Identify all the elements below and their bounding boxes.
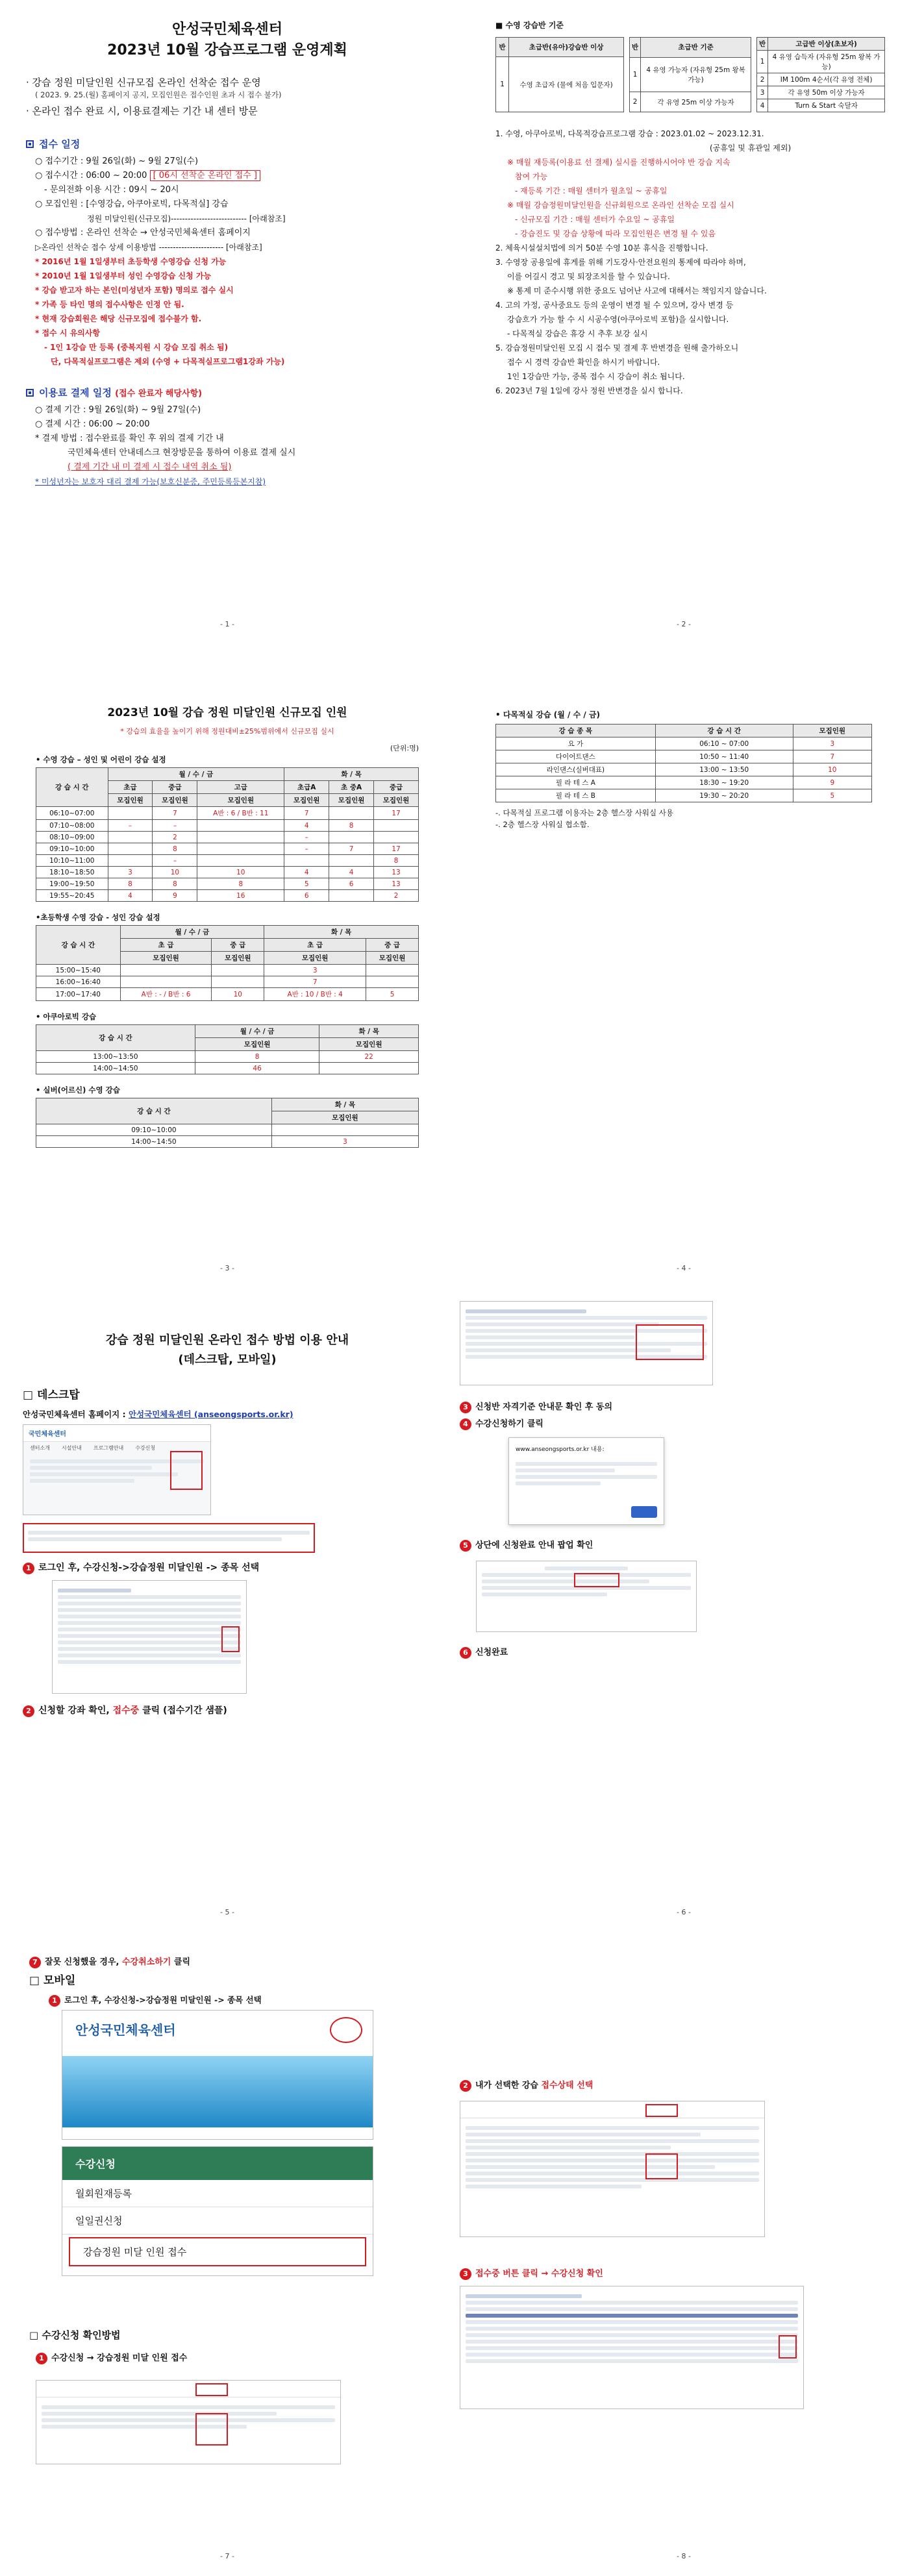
count-cell [329,855,374,867]
count-cell: 17 [374,807,419,820]
rule-1: * 2016년 1월 1일생부터 초등학생 수영강습 신청 가능 [35,257,227,266]
table-row [36,820,419,832]
desktop-heading: □ 데스크탑 [23,1389,80,1402]
page-number: - 1 - [220,620,234,628]
time-cell: 19:00~19:50 [36,878,108,890]
count-cell: A반 : 6 / B반 : 11 [197,807,284,820]
recruit-line: ○ 모집인원 : [수영강습, 아쿠아로빅, 다목적실] 강습 [35,199,229,209]
register-list-screenshot [460,2286,804,2409]
hamburger-icon[interactable] [330,2017,362,2043]
section-payment: 이용료 결제 일정 (접수 완료자 해당사항) [26,386,429,399]
kids-table: 강 습 시 간 월 / 수 / 금 화 / 목 초 급 중 급 초 급 중 급 모집인원 모집인원 모집인원 모집인원 15:00~15:40 3 16:00~16:40 7 17:00~17:40 A반 : - / B반 : 6 10 A반 : 10 / B반 : 4 5 [36,925,419,1001]
count-cell: 5 [793,789,871,802]
count-cell: 7 [329,843,374,855]
step-3-check: 3 접수중 버튼 클릭 → 수강신청 확인 [460,2266,603,2280]
silver-table: 강 습 시 간 화 / 목 모집인원 09:10~10:00 14:00~14:50 3 [36,1098,419,1148]
highlight-box [574,1573,619,1587]
count-cell [120,965,212,976]
plan-title: 2023년 10월 강습프로그램 운영계획 [107,42,347,58]
page-4 [456,644,911,1287]
note-11b: 접수 시 경력 강습반 확인을 하시기 바랍니다. [507,358,660,367]
table-row [36,843,419,855]
count-cell [329,832,374,843]
count-cell [271,1124,418,1136]
step-4: 4 수강신청하기 클릭 [460,1417,543,1430]
time-cell: 15:00~15:40 [36,965,121,976]
note-1: 1. 수영, 아쿠아로빅, 다목적강습프로그램 강습 : 2023.01.02 ~ 2023.12.31. [495,129,764,138]
aqua-section: • 아쿠아로빅 강습 [36,1012,97,1021]
count-cell: 13 [374,867,419,878]
count-cell: 3 [264,965,366,976]
count-cell: 8 [153,843,197,855]
note-4: ※ 매월 강습정원미달인원을 신규회원으로 온라인 선착순 모집 실시 [507,201,734,210]
count-cell [197,843,284,855]
multi-room-table: 강 습 종 목 강 습 시 간 모집인원 요 가 06:10 ~ 07:00 3 다이어트댄스 10:50 ~ 11:40 7 라인댄스(실버대표) 13:00 ~ 13:50 10 필 라 테 스 A 18:30 ~ 19:20 9 필 라 테 스 B 19:30 ~ 20:20 5 [495,724,872,802]
time-cell: 라인댄스(실버대표) [496,763,656,776]
count-cell [329,890,374,902]
homepage-line: 안성국민체육센터 홈페이지 : 안성국민체육센터 (anseongsports.or.kr) [23,1409,293,1419]
count-cell: 16 [197,890,284,902]
status-screenshot [460,2101,765,2237]
bullet-payment: · 온라인 접수 완료 시, 이용료결제는 기간 내 센터 방문 [26,105,258,117]
note-5: - 신규모집 기간 : 매월 센터가 수요일 ~ 공휴일 [515,215,675,224]
guide-subtitle: (데스크탑, 모바일) [178,1353,277,1367]
count-cell: 2 [153,832,197,843]
count-cell: 10 [212,988,264,1001]
notice-note: ( 2023. 9. 25.(월) 홈페이지 공지, 모집인원은 접수인원 초과 시 접수 불가) [35,90,282,99]
pay-minor-note: * 미성년자는 보호자 대리 결제 가능(보호신분증, 주민등록등본지참) [35,477,266,486]
note-2b: 참여 가능 [515,172,548,181]
count-cell [374,820,419,832]
count-cell: 8 [329,820,374,832]
page-number: - 3 - [220,1264,234,1272]
highlight-box [221,1626,240,1652]
note-7: 2. 체육시설설치법에 의거 50분 수영 10분 휴식을 진행합니다. [495,243,708,253]
note-10: 4. 고의 가정, 공사중요도 등의 운영이 변경 될 수 있으며, 강사 변경 등 [495,301,734,310]
complete-screenshot [476,1561,697,1632]
rule-2: * 2010년 1월 1일생부터 성인 수영강습 신청 가능 [35,271,212,280]
table-row [496,776,872,789]
pay-period: ○ 결제 기간 : 9월 26일(화) ~ 9월 27일(수) [35,405,201,415]
note-9: ※ 통제 미 준수시행 위한 중요도 넘어난 사고에 대해서는 책임지지 않습니다. [507,286,767,295]
highlight-box [195,2383,228,2396]
count-cell: 8 [108,878,153,890]
count-cell: 06:10 ~ 07:00 [655,737,793,750]
multi-room-section: • 다목적실 강습 (월 / 수 / 금) [495,710,600,719]
count-cell: 7 [284,807,329,820]
count-cell: 4 [284,867,329,878]
count-cell: 7 [793,750,871,763]
page-2 [456,0,911,643]
count-cell [329,807,374,820]
count-cell: 2 [374,890,419,902]
count-cell: 13:00 ~ 13:50 [655,763,793,776]
count-cell [108,843,153,855]
count-cell: 5 [366,988,419,1001]
table-row [36,1063,419,1074]
class-list-screenshot [52,1580,247,1694]
multi-note-2: -. 2층 헬스장 사워실 협소함. [495,820,590,829]
recruit-note: * 강습의 효율을 높이기 위해 정원대비±25%범위에서 신규모집 실시 [120,727,334,736]
table-row [36,965,419,976]
time-cell: 07:10~08:00 [36,820,108,832]
banner-image [62,2056,373,2127]
count-cell: 7 [264,976,366,988]
page-5 [0,1288,455,1931]
page-number: - 7 - [220,2552,234,2560]
count-cell: 9 [793,776,871,789]
method-line: ○ 접수방법 : 온라인 선착순 → 안성국민체육센터 홈페이지 [35,228,251,238]
highlight-box [645,2153,678,2179]
time-cell: 18:10~18:50 [36,867,108,878]
step-6: 6 신청완료 [460,1645,508,1659]
note-8b: 이를 어길시 경고 및 퇴장조치를 할 수 있습니다. [507,272,670,281]
step-1: 1 로그인 후, 수강신청->강습정원 미달인원 -> 종목 선택 [23,1561,259,1574]
mobile-heading: □ 모바일 [29,1974,76,1987]
mobile-menu-screenshot [62,2146,373,2276]
page-number: - 6 - [677,1908,691,1916]
check-heading: □ 수강신청 확인방법 [29,2329,121,2341]
count-cell [108,807,153,820]
count-cell [108,832,153,843]
count-cell [108,855,153,867]
count-cell: 18:30 ~ 19:20 [655,776,793,789]
count-cell: 10 [153,867,197,878]
time-cell: 09:10~10:00 [36,1124,272,1136]
popup-title: www.anseongsports.or.kr 내용: [516,1446,605,1453]
intermediate-table: 반 초급반 기준 1 4 유영 가능자 (자유형 25m 왕복 가능) 2 각 유영 25m 이상 가능자 [629,37,751,112]
count-cell: A반 : 10 / B반 : 4 [264,988,366,1001]
count-cell: 5 [284,878,329,890]
period-line: ○ 접수기간 : 9월 26일(화) ~ 9월 27일(수) [35,156,199,166]
kids-section: •초등학생 수영 강습 - 성인 강습 설정 [36,913,160,922]
page-number: - 4 - [677,1264,691,1272]
count-cell [374,832,419,843]
menu-program[interactable]: 프로그램안내 [93,1445,124,1451]
page-number: - 8 - [677,2552,691,2560]
rule-5: * 현재 강습회원은 해당 신규모집에 접수불가 함. [35,314,202,323]
pay-method-2: 국민체육센터 안내데스크 현장방문을 통하여 이용료 결제 실시 [68,448,296,458]
menu-register[interactable]: 수강신청 [135,1445,156,1451]
count-cell [284,855,329,867]
pay-time: ○ 결제 시간 : 06:00 ~ 20:00 [35,419,150,429]
mobile-menu-item[interactable]: 월회원재등록 [62,2180,373,2207]
note-8: 3. 수영장 공용일에 휴게를 위해 기도강사·안전요원의 통제에 따라야 하며, [495,258,746,267]
count-cell [212,965,264,976]
rule-6: * 접수 시 유의사항 [35,328,100,338]
highlight-box [779,2335,797,2359]
table-row [496,750,872,763]
class-level-tables [495,37,885,112]
detail-line: ▷온라인 선착순 접수 상세 이용방법 ----------------------- [아래참조] [35,243,262,252]
highlight-box [195,2413,228,2446]
mobile-step-1: 1 로그인 후, 수강신청->강습정원 미달인원 -> 종목 선택 [49,1994,262,2007]
count-cell: 9 [153,890,197,902]
time-cell: 필 라 테 스 B [496,789,656,802]
note-10c: - 다목적실 강습은 휴강 시 추후 보강 실시 [507,329,648,338]
step-2-status: 2 내가 선택한 강습 접수상태 선택 [460,2078,593,2092]
count-cell: 8 [374,855,419,867]
count-cell: 13 [374,878,419,890]
mobile-logo: 안성국민체육센터 [75,2022,176,2038]
highlight-box [636,1324,704,1360]
count-cell [212,976,264,988]
rule-3: * 강습 받고자 하는 본인(미성년자 포함) 명의로 접수 실시 [35,286,234,295]
page-7 [0,1932,455,2575]
count-cell: 10 [197,867,284,878]
note-6: - 강습진도 및 강습 상황에 따라 모집인원은 변경 될 수 있음 [515,229,716,238]
count-cell [197,855,284,867]
time-cell: 요 가 [496,737,656,750]
count-cell: 17 [374,843,419,855]
table-row [496,789,872,802]
time-cell: 10:10~11:00 [36,855,108,867]
step-3: 3 신청반 자격기준 안내문 확인 후 동의 [460,1400,612,1413]
mobile-menu-item[interactable]: 일일권신청 [62,2207,373,2235]
table-row [496,763,872,776]
site-logo: 국민체육센터 [23,1425,210,1442]
time-cell: 16:00~16:40 [36,976,121,988]
recruit-line-2: 정원 미달인원(신규모집)--------------------------- [아래참조] [87,214,286,223]
count-cell [197,832,284,843]
mobile-menu-item-selected[interactable]: 강습정원 미달 인원 접수 [69,2237,366,2266]
page-6 [456,1288,911,1931]
note-11c: 1인 1강습만 가능, 중복 접수 시 강습이 취소 됩니다. [507,372,685,381]
highlight-box [170,1451,203,1490]
pay-cancel-note: ( 결제 기간 내 미 결제 시 접수 내역 취소 됨) [68,462,232,472]
page-1 [0,0,455,643]
count-cell: 22 [319,1051,419,1063]
pay-method: * 결제 방법 : 접수완료를 확인 후 위의 결제 기간 내 [35,434,224,443]
note-12: 6. 2023년 7월 1일에 강사 정원 반변경을 실시 합니다. [495,386,683,395]
table-row [36,976,419,988]
count-cell [197,820,284,832]
submenu-screenshot [23,1523,315,1553]
count-cell: 3 [108,867,153,878]
count-cell [319,1063,419,1074]
mobile-menu-title[interactable]: 수강신청 [62,2147,373,2180]
time-line: ○ 접수시간 : 06:00 ~ 20:00 [ 06시 선착순 온라인 접수 ] [35,169,429,183]
note-10b: 강습흐가 가능 할 수 시 시공수영(아쿠아로빅 포함)을 실시합니다. [507,315,729,324]
popup-screenshot [508,1437,664,1525]
table-row [36,832,419,843]
menu-facility[interactable]: 시설안내 [61,1445,82,1451]
count-cell: 6 [284,890,329,902]
count-cell: 8 [197,878,284,890]
count-cell: 46 [195,1063,319,1074]
count-cell: 6 [329,878,374,890]
section-schedule: 접수 일정 [26,137,429,151]
swim-section: • 수영 강습 – 성인 및 어린이 강습 설정 [36,755,166,764]
time-cell: 09:10~10:00 [36,843,108,855]
notes-list [495,127,885,398]
count-cell: 10 [793,763,871,776]
note-11: 5. 강습정원미달인원 모집 시 접수 및 결제 후 반변경을 원해 출가하오니 [495,343,739,353]
count-cell: – [284,832,329,843]
count-cell: A반 : - / B반 : 6 [120,988,212,1001]
rule-7: - 1인 1강습 만 등록 (중복지원 시 강습 모집 취소 됨) [44,343,229,352]
table-row [36,867,419,878]
count-cell: 8 [195,1051,319,1063]
time-cell: 08:10~09:00 [36,832,108,843]
square-icon [26,140,34,148]
count-cell: 8 [153,878,197,890]
count-cell: – [153,820,197,832]
table-row [36,890,419,902]
time-cell: 다이어트댄스 [496,750,656,763]
phone-line: - 문의전화 이용 시간 : 09시 ~ 20시 [44,185,179,195]
page-number: - 2 - [677,620,691,628]
time-cell: 필 라 테 스 A [496,776,656,789]
count-cell: 10:50 ~ 11:40 [655,750,793,763]
count-cell: 4 [329,867,374,878]
rule-8: 단, 다목적실프로그램은 제외 (수영 + 다목적실프로그램1강좌 가능) [51,357,285,366]
popup-ok-button[interactable] [631,1506,657,1518]
count-cell: – [153,855,197,867]
beginner-table: 반 초급반(유아)강습반 이상 1 수영 초급자 (물에 처음 입문자) [495,37,624,112]
check-step-1: 1 수강신청 → 강습정원 미달 인원 접수 [36,2351,187,2364]
check-screenshot [36,2380,341,2464]
table-row [36,988,419,1001]
page-number: - 5 - [220,1908,234,1916]
advanced-table: 반 고급반 이상(초보자) 1 4 유영 습득자 (자유형 25m 왕복 가능) 2 IM 100m 4순서(각 유영 전체) 3 각 유영 50m 이상 가능자 4 Turn & Start 숙달자 [756,37,885,112]
square-icon [26,389,34,397]
time-cell: 13:00~13:50 [36,1051,195,1063]
mobile-header-screenshot [62,2010,373,2140]
time-cell: 19:55~20:45 [36,890,108,902]
count-cell: 3 [271,1136,418,1148]
table-row [496,737,872,750]
count-cell [366,965,419,976]
step-2: 2 신청할 강좌 확인, 접수중 클릭 (접수기간 샘플) [23,1703,227,1717]
table-row [36,878,419,890]
step-7: 7 잘못 신청했을 경우, 수강취소하기 클릭 [29,1955,190,1968]
table-row [36,807,419,820]
silver-section: • 실버(어르신) 수영 강습 [36,1085,120,1095]
highlight-box [645,2104,678,2117]
note-3: - 재등록 기간 : 매월 센터가 월초일 ~ 공휴일 [515,186,668,195]
count-cell: 19:30 ~ 20:20 [655,789,793,802]
homepage-link[interactable]: 안성국민체육센터 (anseongsports.or.kr) [128,1409,293,1419]
count-cell: – [108,820,153,832]
count-cell [366,976,419,988]
time-cell: 14:00~14:50 [36,1136,272,1148]
count-cell: 4 [284,820,329,832]
table-row [36,1136,419,1148]
time-cell: 14:00~14:50 [36,1063,195,1074]
table-row [36,1124,419,1136]
table-row [36,855,419,867]
menu-center[interactable]: 센터소개 [30,1445,50,1451]
page-8 [456,1932,911,2575]
time-cell: 17:00~17:40 [36,988,121,1001]
note-1b: (공휴일 및 휴관일 제외) [710,143,792,153]
page-3 [0,644,455,1287]
step-5: 5 상단에 신청완료 안내 팝업 확인 [460,1538,593,1552]
count-cell: 4 [108,890,153,902]
table-row [36,1051,419,1063]
homepage-screenshot [23,1424,211,1515]
bullet-online: · 강습 정원 미달인원 신규모집 온라인 선착순 접수 운영 [26,77,261,88]
aqua-table: 강 습 시 간 월 / 수 / 금 화 / 목 모집인원 모집인원 13:00~13:50 8 22 14:00~14:50 46 [36,1024,419,1074]
recruit-title: 2023년 10월 강습 정원 미달인원 신규모집 인원 [107,706,347,719]
agreement-screenshot [460,1301,713,1385]
time-cell: 06:10~07:00 [36,807,108,820]
count-cell: – [284,843,329,855]
multi-note-1: -. 다목적실 프로그램 이용자는 2층 헬스장 사워실 사용 [495,808,673,817]
unit-label: (단위:명) [390,744,419,752]
count-cell [120,976,212,988]
count-cell: 3 [793,737,871,750]
swim-table: 강 습 시 간 월 / 수 / 금 화 / 목 초급 중급 고급 초급A 초 중A 중급 모집인원 모집인원 모집인원 모집인원 모집인원 모집인원 06:10~07:00 7 A반 : 6 / B반 : 11 7 17 07:10~08:00 – – 4 8 08:10~09:00 2 – 09:10~10:00 8 – 7 17 10:10~11:00 – 8 18:10~18:50 3 10 10 4 4 13 19:00~19:50 8 8 8 5 6 13 19:55~20:45 4 9 16 6 2 [36,767,419,902]
guide-title: 강습 정원 미달인원 온라인 접수 방법 이용 안내 [105,1333,349,1347]
rule-4: * 가족 등 타인 명의 접수사항은 인정 안 됨. [35,300,184,309]
center-title: 안성국민체육센터 [171,21,283,38]
note-2: ※ 매월 재등록(이용료 선 결제) 실시를 진행하시어야 반 강습 지속 [507,158,730,167]
swim-class-heading: ■ 수영 강습반 기준 [495,21,564,30]
count-cell: 7 [153,807,197,820]
